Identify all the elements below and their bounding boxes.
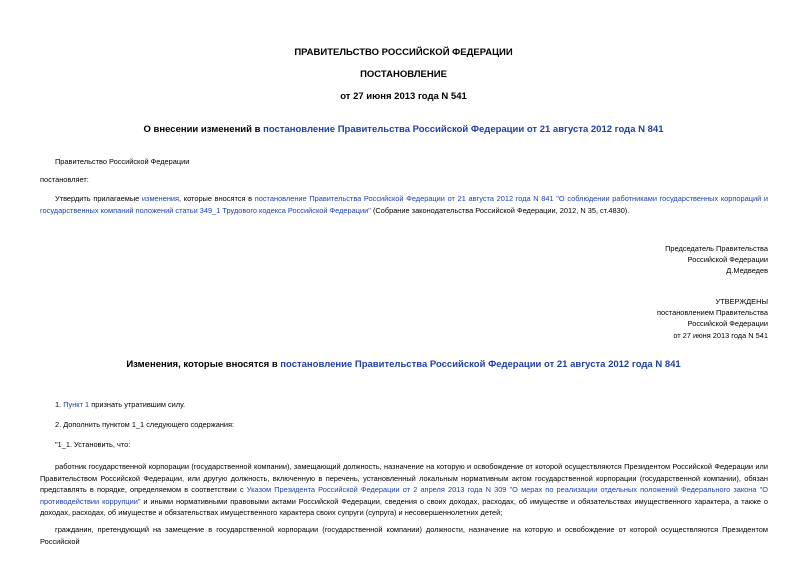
resolution-841-link[interactable]: постановление Правительства Российской Федерации от 21 августа 2012 года N 841 "О соблюдении работниками государственных корпораций и государственных компаний положений статьи 349_1 Трудового кодекса Российской Федерации" [40,194,768,215]
item-3: "1_1. Установить, что: [55,440,131,449]
item-1 [55,400,185,409]
approved-block [560,296,768,341]
document-title [0,124,807,135]
signature-line-2: Российской Федерации [687,255,768,265]
signature-block [560,243,768,277]
approve-paragraph [40,193,768,216]
item-1-text: признать утратившим силу. [89,400,186,409]
changes-title [0,359,807,370]
changes-title-link[interactable]: постановление Правительства Российской Федерации от 21 августа 2012 года N 841 [280,359,681,370]
changes-title-prefix: Изменения, которые вносятся в [126,359,281,370]
title-prefix: О внесении изменений в [143,124,264,135]
item-1-link[interactable]: Пункт 1 [63,400,90,409]
paragraph-citizen [40,524,768,546]
signature-line-3: Д.Медведев [726,266,768,276]
paragraph-employee-text-2: и иными нормативными правовыми актами Российской Федерации, сведения о своих доходах, расходах, об имуществе и обязательствах имущественного характера, а также о доходах, расходах, об имуществе и обязательствах имущественного характера своих супруги (супруга) и несовершеннолетних детей; [40,496,769,518]
approved-line-3: Российской Федерации [687,319,768,329]
approved-line-1: УТВЕРЖДЕНЫ [715,297,768,306]
approved-line-2: постановлением Правительства [657,308,768,318]
approve-text-2: , которые вносятся в [179,194,255,203]
paragraph-employee [40,461,768,519]
changes-link[interactable]: изменения [141,194,180,203]
title-law-link[interactable]: постановление Правительства Российской Федерации от 21 августа 2012 года N 841 [263,124,664,135]
paragraph-citizen-text: гражданин, претендующий на замещение в государственной корпорации (государственной компании) должности, назначение на которую и освобождение от которой осуществляются Президентом Российской [40,525,768,546]
signature-line-1: Председатель Правительства [665,244,768,253]
doc-type-heading: ПОСТАНОВЛЕНИЕ [360,69,447,80]
decree-309-link[interactable]: Указом Президента Российской Федерации от 2 апреля 2013 года N 309 "О мерах по реализации отдельных положений Федерального закона "О противодействии коррупции" [40,485,768,506]
paragraph-employee-text-1: работник государственной корпорации (государственной компании), замещающий должность, назначение на которую и освобождение от которой осуществляются Президентом Российской Федерации или Правительством Российской Федерации, или другую должность, включенную в перечень, установленный локальным нормативным актом государственной корпорации (государственной компании), обязан представлять в порядке, определяемом в соответствии с [40,462,768,495]
date-number-heading: от 27 июня 2013 года N 541 [340,91,467,102]
approved-line-4: от 27 июня 2013 года N 541 [673,330,768,340]
item-1-number: 1. [55,400,64,409]
org-heading: ПРАВИТЕЛЬСТВО РОССИЙСКОЙ ФЕДЕРАЦИИ [294,47,513,58]
item-2: 2. Дополнить пунктом 1_1 следующего содержания: [55,420,235,429]
decides-line: постановляет: [40,175,89,184]
approve-text-3: (Собрание законодательства Российской Федерации, 2012, N 35, ст.4830). [370,205,630,215]
government-line: Правительство Российской Федерации [55,157,190,166]
approve-text-1: Утвердить прилагаемые [55,194,142,203]
